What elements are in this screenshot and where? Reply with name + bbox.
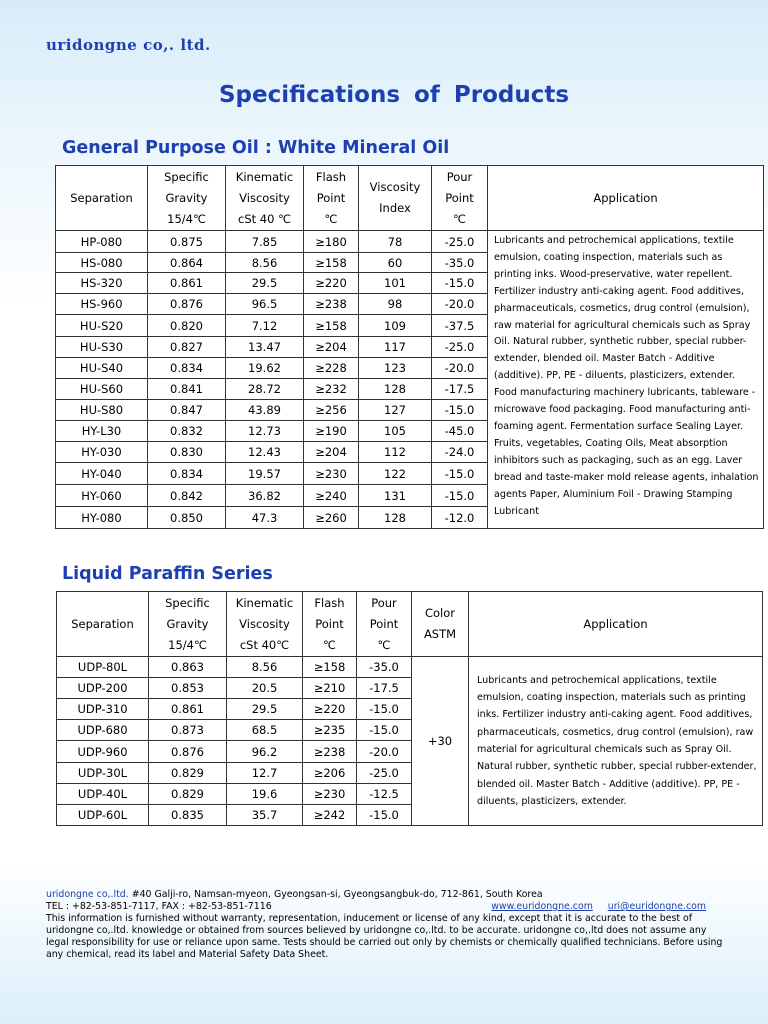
column-header-text: Flash [314,595,345,610]
table-cell: 96.5 [226,294,304,315]
column-header-text: Gravity [166,616,209,631]
table-cell: 128 [359,507,432,529]
table-cell: UDP-680 [57,720,149,741]
table-cell: 19.62 [226,358,304,379]
table-cell: ≥158 [304,253,359,273]
footer [46,889,726,962]
column-header [148,166,226,231]
column-header-text: Separation [71,616,134,631]
table-cell: -35.0 [432,253,488,273]
table-cell: 20.5 [227,678,303,699]
company-logo-text: uridongne co,. ltd. [46,36,211,54]
table-cell: 101 [359,273,432,294]
column-header-text: Viscosity [369,180,421,194]
page-title: Specifications of Products [218,82,570,108]
column-header-text: Gravity [165,190,208,205]
footer-tel-fax: TEL : +82-53-851-7117, FAX : +82-53-851-7116 [46,901,272,913]
column-header-text: Kinematic [235,595,294,610]
table-cell: 0.829 [149,784,227,805]
liquid-paraffin-table [56,591,763,826]
column-header-text: ASTM [423,627,457,641]
table-cell: 0.820 [148,315,226,337]
table-cell: 117 [359,337,432,358]
table-cell: 36.82 [226,485,304,507]
table-cell: 0.861 [148,273,226,294]
table-cell: 0.876 [149,741,227,763]
table-cell: -25.0 [432,337,488,358]
table-cell: -17.5 [357,678,412,699]
column-header-text: Point [315,616,344,631]
column-header-text: Point [369,616,399,631]
column-header-text: cSt 40℃ [239,637,290,652]
footer-contact-line [46,901,726,913]
table-cell: 96.2 [227,741,303,763]
table-cell: HU-S80 [56,400,148,421]
table-cell: UDP-30L [57,763,149,784]
email-link[interactable]: uri@euridongne.com [607,901,706,913]
table-cell: -25.0 [432,231,488,253]
table-cell: -35.0 [357,657,412,678]
table-cell: ≥260 [304,507,359,529]
section-title-liquid-paraffin: Liquid Paraffin Series [62,564,273,584]
column-header-text: 15/4℃ [167,211,206,226]
table-cell: -24.0 [432,442,488,463]
column-header-text: Application [593,190,658,205]
column-header-text: Application [583,616,648,631]
table-cell: 122 [359,463,432,485]
white-mineral-oil-table [55,165,764,529]
column-header [227,592,303,657]
table-cell: -20.0 [357,741,412,763]
column-header [57,592,149,657]
column-header-text: Point [316,190,346,205]
table-cell: 0.853 [149,678,227,699]
website-link[interactable]: www.euridongne.com [491,901,593,913]
table-cell: HY-030 [56,442,148,463]
application-cell: Lubricants and petrochemical applications, textile emulsion, coating inspection, materials such as printing inks. Fertilizer industry anti-caking agent. Food additives, pharmaceuticals, cosmetics, drug control (emulsion), raw material for agricultural chemicals such as Spray Oil. Natural rubber, synthetic rubber, special rubber-extender, blended oil. Master Batch - Additive (additive). PP, PE - diluents, plasticizers, extender. [469,657,763,826]
footer-disclaimer: This information is furnished without warranty, representation, inducement or license of any kind, except that it is accurate to the best of uridongne co,.ltd. knowledge or obtained from sources believed by uridongne co,.ltd. to be accurate. uridongne co,.ltd does not assume any legal responsibility for use or reliance upon same. Tests should be carried out only by chemists or chemically qualified technicians. Before using any chemical, read its label and Material Safety Data Sheet. [46,913,723,961]
table-cell: ≥230 [304,463,359,485]
table-cell: -20.0 [432,358,488,379]
column-header [226,166,304,231]
table-cell: 0.875 [148,231,226,253]
column-header [469,592,763,657]
table-cell: HY-040 [56,463,148,485]
table-cell: 68.5 [227,720,303,741]
table-cell: 0.861 [149,699,227,720]
table-cell: -12.0 [432,507,488,529]
column-header [488,166,764,231]
column-header-text: Color [424,606,456,620]
table-cell: ≥240 [304,485,359,507]
column-header-text: Pour [446,169,473,184]
column-header-text: ℃ [324,211,338,226]
column-header-text: Point [445,190,474,205]
table-cell: 0.832 [148,421,226,442]
table-cell: UDP-200 [57,678,149,699]
table-cell: 35.7 [227,805,303,826]
table-cell: 0.830 [148,442,226,463]
table-cell: 7.85 [226,231,304,253]
table-cell: ≥220 [303,699,357,720]
table-cell: 98 [359,294,432,315]
table-cell: HS-320 [56,273,148,294]
table-cell: ≥204 [304,337,359,358]
table-cell: 78 [359,231,432,253]
column-header-text: Specific [165,595,210,610]
table-cell: 47.3 [226,507,304,529]
table-cell: 127 [359,400,432,421]
table-cell: HY-060 [56,485,148,507]
table-cell: 112 [359,442,432,463]
table-cell: ≥210 [303,678,357,699]
table-cell: 29.5 [226,273,304,294]
table-cell: HU-S30 [56,337,148,358]
table-cell: -25.0 [357,763,412,784]
table-cell: -15.0 [357,805,412,826]
table-cell: -17.5 [432,379,488,400]
table-row [56,231,764,253]
table-cell: ≥190 [304,421,359,442]
table-cell: ≥180 [304,231,359,253]
table-cell: 123 [359,358,432,379]
table-cell: ≥206 [303,763,357,784]
table-cell: 12.7 [227,763,303,784]
table-cell: HY-080 [56,507,148,529]
table-cell: -15.0 [432,273,488,294]
column-header-text: ℃ [323,637,336,652]
table-cell: 0.827 [148,337,226,358]
column-header-text: 15/4℃ [168,637,207,652]
table-cell: 0.842 [148,485,226,507]
table-cell: 19.57 [226,463,304,485]
table-cell: 0.876 [148,294,226,315]
table-cell: 8.56 [226,253,304,273]
table-row [57,657,763,678]
column-header [359,166,432,231]
table-cell: 0.834 [148,358,226,379]
color-astm-cell: +30 [412,657,469,826]
table-cell: 7.12 [226,315,304,337]
table-cell: ≥238 [303,741,357,763]
table-header-row [56,166,764,231]
table-cell: 8.56 [227,657,303,678]
table-cell: ≥232 [304,379,359,400]
table-cell: -15.0 [432,463,488,485]
column-header-text: Separation [70,190,133,205]
section-title-white-mineral-oil: General Purpose Oil : White Mineral Oil [62,138,450,158]
table-cell: HU-S60 [56,379,148,400]
table-cell: ≥220 [304,273,359,294]
column-header-text: ℃ [377,637,391,652]
table-cell: 60 [359,253,432,273]
table-cell: 0.841 [148,379,226,400]
column-header-text: Viscosity [239,190,290,205]
table-cell: HU-S40 [56,358,148,379]
table-cell: ≥238 [304,294,359,315]
table-cell: -15.0 [432,485,488,507]
table-cell: HP-080 [56,231,148,253]
column-header [56,166,148,231]
table-cell: 28.72 [226,379,304,400]
table-cell: 0.873 [149,720,227,741]
column-header-text: Pour [371,595,397,610]
table-cell: 29.5 [227,699,303,720]
table-cell: 0.850 [148,507,226,529]
table-cell: -45.0 [432,421,488,442]
column-header-text: Kinematic [235,169,294,184]
column-header [303,592,357,657]
table-cell: -20.0 [432,294,488,315]
table-cell: ≥158 [304,315,359,337]
table-cell: ≥158 [303,657,357,678]
table-cell: 128 [359,379,432,400]
table-cell: UDP-960 [57,741,149,763]
table-cell: 109 [359,315,432,337]
column-header-text: cSt 40 ℃ [238,211,291,226]
table-cell: 12.43 [226,442,304,463]
table-cell: 0.829 [149,763,227,784]
table-cell: 19.6 [227,784,303,805]
table-cell: ≥204 [304,442,359,463]
table-cell: 0.834 [148,463,226,485]
table-cell: 13.47 [226,337,304,358]
table-cell: HY-L30 [56,421,148,442]
footer-address: #40 Galji-ro, Namsan-myeon, Gyeongsan-si, Gyeongsangbuk-do, 712-861, South Korea [128,889,543,900]
column-header [149,592,227,657]
table-cell: ≥242 [303,805,357,826]
table-cell: ≥235 [303,720,357,741]
table-cell: UDP-60L [57,805,149,826]
table-cell: UDP-310 [57,699,149,720]
table-cell: HU-S20 [56,315,148,337]
table-cell: UDP-40L [57,784,149,805]
column-header-text: Flash [315,169,347,184]
table-cell: -15.0 [357,699,412,720]
table-cell: 0.847 [148,400,226,421]
table-cell: -37.5 [432,315,488,337]
table-cell: 0.864 [148,253,226,273]
table-cell: -12.5 [357,784,412,805]
application-cell: Lubricants and petrochemical applications, textile emulsion, coating inspection, materials such as printing inks. Wood-preservative, water repellent. Fertilizer industry anti-caking agent. Food additives, pharmaceuticals, cosmetics, drug control (emulsion), raw material for agricultural chemicals such as Spray Oil. Natural rubber, synthetic rubber, special rubber-extender, blended oil. Master Batch - Additive (additive). PP, PE - diluents, plasticizers, extender. Food manufacturing machinery lubricants, tableware - microwave food packaging. Food manufacturing anti-foaming agent. Fermentation surface Sealing Layer. Fruits, vegetables, Coating Oils, Meat absorption inhibitors such as packaging, such as an egg. Laver bread and taste-maker mold release agents, inhalation agents Paper, Aluminium Foil - Drawing Stamping Lubricant [488,231,764,529]
column-header [432,166,488,231]
table-cell: ≥256 [304,400,359,421]
table-cell: -15.0 [432,400,488,421]
table-cell: -15.0 [357,720,412,741]
table-cell: 0.863 [149,657,227,678]
table-cell: 12.73 [226,421,304,442]
table-cell: ≥228 [304,358,359,379]
table-cell: 0.835 [149,805,227,826]
column-header-text: Viscosity [239,616,290,631]
table-cell: HS-960 [56,294,148,315]
table-cell: 105 [359,421,432,442]
table-cell: ≥230 [303,784,357,805]
table-cell: 131 [359,485,432,507]
column-header-text: Specific [164,169,209,184]
column-header [412,592,469,657]
footer-address-line [46,889,726,901]
column-header [304,166,359,231]
column-header-text: ℃ [453,211,466,226]
table-cell: UDP-80L [57,657,149,678]
column-header-text: Index [379,201,411,215]
table-cell: HS-080 [56,253,148,273]
table-header-row [57,592,763,657]
table-cell: 43.89 [226,400,304,421]
footer-company: uridongne co,.ltd. [46,889,129,900]
column-header [357,592,412,657]
